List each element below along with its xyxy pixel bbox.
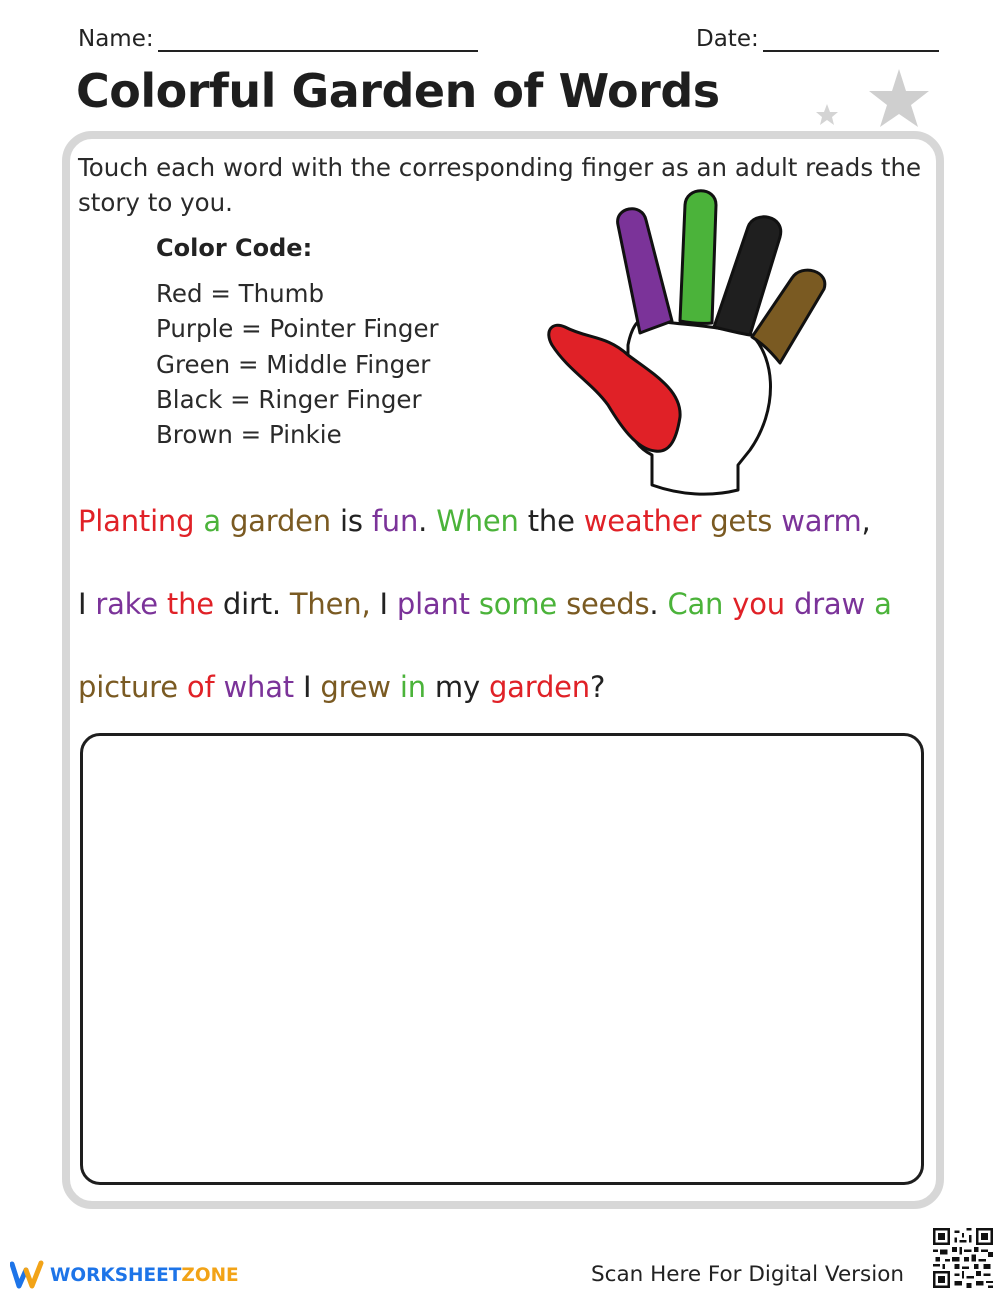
logo-word-worksheet: WORKSHEET bbox=[50, 1264, 182, 1286]
drawing-area[interactable] bbox=[80, 733, 924, 1185]
story-word[interactable]: ? bbox=[590, 670, 606, 704]
story-space[interactable] bbox=[194, 504, 203, 538]
story-word[interactable]: some bbox=[478, 587, 558, 621]
story-word[interactable]: garden bbox=[229, 504, 331, 538]
color-code-item: Black = Ringer Finger bbox=[156, 384, 422, 414]
story-word[interactable]: in bbox=[399, 670, 426, 704]
story-word[interactable]: , bbox=[861, 504, 871, 538]
story-space[interactable] bbox=[557, 587, 566, 621]
worksheet-zone-logo[interactable] bbox=[10, 1259, 239, 1291]
story-word[interactable]: what bbox=[223, 670, 294, 704]
story-word[interactable]: dirt. bbox=[213, 587, 290, 621]
logo-word-zone: ZONE bbox=[181, 1264, 239, 1286]
story-space[interactable] bbox=[701, 504, 710, 538]
story-word[interactable]: grew bbox=[320, 670, 391, 704]
story-space[interactable] bbox=[785, 587, 794, 621]
pointer-finger-icon bbox=[618, 209, 672, 333]
color-code-item: Brown = Pinkie bbox=[156, 420, 342, 450]
story-word[interactable]: picture bbox=[78, 670, 178, 704]
large-star-icon bbox=[869, 69, 929, 127]
story-space[interactable] bbox=[221, 504, 230, 538]
logo-text bbox=[50, 1265, 239, 1286]
story-word[interactable]: I bbox=[370, 587, 397, 621]
qr-code-icon[interactable] bbox=[933, 1228, 993, 1288]
hand-illustration-icon bbox=[540, 185, 840, 500]
worksheet-zone-logo-icon bbox=[10, 1260, 44, 1290]
story-word[interactable]: the bbox=[166, 587, 214, 621]
small-star-icon bbox=[816, 104, 838, 125]
page-title: Colorful Garden of Words bbox=[76, 64, 720, 118]
date-field[interactable] bbox=[696, 26, 939, 52]
story-word[interactable]: . bbox=[649, 587, 668, 621]
story-word[interactable]: of bbox=[186, 670, 215, 704]
story-word[interactable]: is bbox=[330, 504, 372, 538]
color-code-item: Green = Middle Finger bbox=[156, 349, 431, 379]
story-word[interactable]: a bbox=[203, 504, 221, 538]
story-word[interactable]: my bbox=[425, 670, 489, 704]
story-word[interactable]: fun bbox=[371, 504, 419, 538]
name-field[interactable] bbox=[78, 26, 478, 52]
story-word[interactable]: gets bbox=[710, 504, 773, 538]
story-word[interactable]: rake bbox=[95, 587, 158, 621]
middle-finger-icon bbox=[680, 191, 716, 324]
story-word[interactable]: weather bbox=[583, 504, 702, 538]
name-blank-line[interactable] bbox=[158, 26, 478, 52]
story-word[interactable]: draw bbox=[794, 587, 866, 621]
story-word[interactable]: Then, bbox=[289, 587, 371, 621]
color-code-item: Red = Thumb bbox=[156, 279, 325, 308]
color-code-item: Purple = Pointer Finger bbox=[156, 314, 439, 344]
color-code-title: Color Code: bbox=[156, 234, 313, 262]
story-word[interactable]: . bbox=[418, 504, 437, 538]
story-word[interactable]: plant bbox=[396, 587, 470, 621]
instructions-text: Touch each word with the corresponding finger as an adult reads the story to you. bbox=[78, 153, 922, 217]
story-line bbox=[78, 670, 605, 704]
story-word[interactable]: garden bbox=[488, 670, 590, 704]
story-space[interactable] bbox=[391, 670, 400, 704]
story-space[interactable] bbox=[178, 670, 187, 704]
story-space[interactable] bbox=[214, 670, 223, 704]
story-word[interactable]: you bbox=[732, 587, 785, 621]
story-word[interactable]: Planting bbox=[78, 504, 195, 538]
date-blank-line[interactable] bbox=[763, 26, 939, 52]
scan-instruction-text: Scan Here For Digital Version bbox=[591, 1262, 904, 1287]
story-word[interactable]: When bbox=[436, 504, 519, 538]
story-line bbox=[78, 587, 892, 621]
name-label: Name: bbox=[78, 26, 154, 52]
story-space[interactable] bbox=[158, 587, 167, 621]
story-word[interactable]: I bbox=[78, 587, 96, 621]
color-code-list bbox=[156, 276, 439, 452]
story-space[interactable] bbox=[470, 587, 479, 621]
story-word[interactable]: I bbox=[293, 670, 321, 704]
story-word[interactable]: the bbox=[518, 504, 584, 538]
story-space[interactable] bbox=[772, 504, 781, 538]
story-space[interactable] bbox=[865, 587, 874, 621]
date-label: Date: bbox=[696, 26, 759, 52]
story-word[interactable]: Can bbox=[667, 587, 724, 621]
story-word[interactable]: warm bbox=[781, 504, 862, 538]
story-space[interactable] bbox=[723, 587, 732, 621]
story-word[interactable]: a bbox=[874, 587, 892, 621]
story-line bbox=[78, 504, 871, 538]
story-word[interactable]: seeds bbox=[566, 587, 650, 621]
